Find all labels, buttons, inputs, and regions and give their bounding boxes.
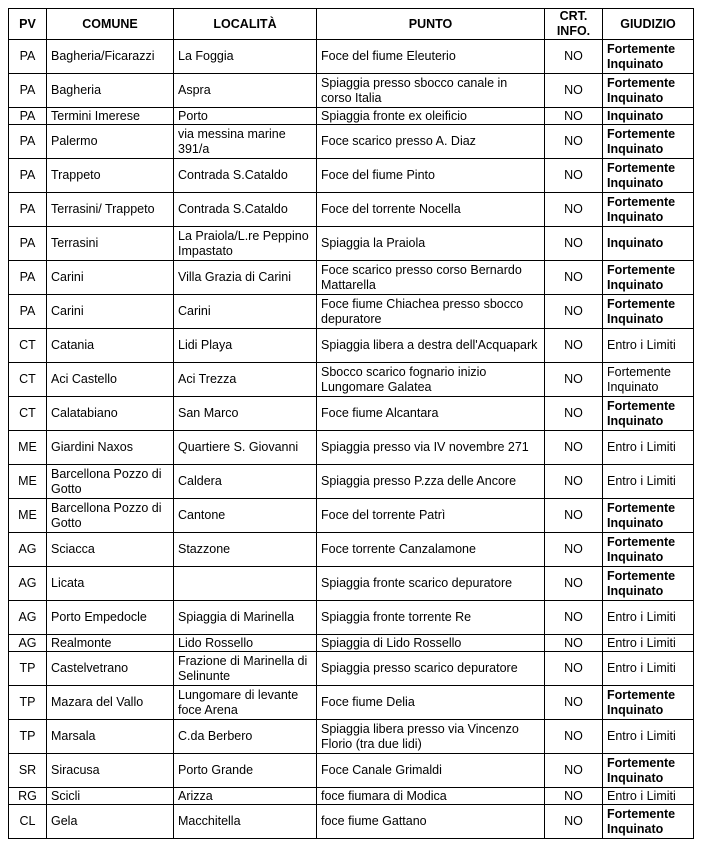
- cell-giudizio: Fortemente Inquinato: [603, 74, 694, 108]
- table-row: [9, 108, 694, 125]
- cell-punto: Foce fiume Delia: [317, 686, 545, 720]
- cell-comune: Carini: [47, 295, 174, 329]
- cell-punto: Foce Canale Grimaldi: [317, 754, 545, 788]
- cell-comune: Catania: [47, 329, 174, 363]
- cell-giudizio: Fortemente Inquinato: [603, 261, 694, 295]
- table-row: [9, 601, 694, 635]
- cell-punto: Foce del torrente Nocella: [317, 193, 545, 227]
- results-table: [8, 8, 694, 839]
- cell-giudizio: Fortemente Inquinato: [603, 499, 694, 533]
- cell-comune: Carini: [47, 261, 174, 295]
- cell-comune: Bagheria/Ficarazzi: [47, 40, 174, 74]
- table-row: [9, 125, 694, 159]
- cell-pv: PA: [9, 261, 47, 295]
- cell-crt-info: NO: [545, 788, 603, 805]
- cell-localita: Contrada S.Cataldo: [174, 193, 317, 227]
- table-row: [9, 788, 694, 805]
- cell-comune: Gela: [47, 805, 174, 839]
- cell-localita: Lidi Playa: [174, 329, 317, 363]
- cell-giudizio: Entro i Limiti: [603, 465, 694, 499]
- table-row: [9, 329, 694, 363]
- cell-localita: Spiaggia di Marinella: [174, 601, 317, 635]
- cell-crt-info: NO: [545, 720, 603, 754]
- cell-comune: Palermo: [47, 125, 174, 159]
- header-localita: LOCALITÀ: [174, 9, 317, 40]
- cell-crt-info: NO: [545, 601, 603, 635]
- cell-comune: Barcellona Pozzo di Gotto: [47, 465, 174, 499]
- cell-pv: PA: [9, 125, 47, 159]
- table-row: [9, 533, 694, 567]
- cell-punto: Foce del torrente Patrì: [317, 499, 545, 533]
- cell-crt-info: NO: [545, 159, 603, 193]
- cell-crt-info: NO: [545, 686, 603, 720]
- table-row: [9, 159, 694, 193]
- cell-crt-info: NO: [545, 74, 603, 108]
- cell-giudizio: Entro i Limiti: [603, 652, 694, 686]
- cell-pv: ME: [9, 431, 47, 465]
- table-row: [9, 261, 694, 295]
- header-punto: PUNTO: [317, 9, 545, 40]
- cell-punto: Spiaggia libera presso via Vincenzo Florio (tra due lidi): [317, 720, 545, 754]
- cell-punto: Spiaggia presso via IV novembre 271: [317, 431, 545, 465]
- cell-localita: Aspra: [174, 74, 317, 108]
- cell-comune: Siracusa: [47, 754, 174, 788]
- cell-punto: Sbocco scarico fognario inizio Lungomare Galatea: [317, 363, 545, 397]
- cell-crt-info: NO: [545, 227, 603, 261]
- cell-localita: Lido Rossello: [174, 635, 317, 652]
- cell-punto: Foce scarico presso A. Diaz: [317, 125, 545, 159]
- cell-localita: Macchitella: [174, 805, 317, 839]
- cell-comune: Terrasini: [47, 227, 174, 261]
- cell-punto: Foce torrente Canzalamone: [317, 533, 545, 567]
- cell-punto: Spiaggia di Lido Rossello: [317, 635, 545, 652]
- table-row: [9, 193, 694, 227]
- table-row: [9, 363, 694, 397]
- header-row: [9, 9, 694, 40]
- table-row: [9, 652, 694, 686]
- cell-comune: Termini Imerese: [47, 108, 174, 125]
- cell-giudizio: Entro i Limiti: [603, 329, 694, 363]
- cell-giudizio: Fortemente Inquinato: [603, 686, 694, 720]
- cell-crt-info: NO: [545, 108, 603, 125]
- cell-comune: Castelvetrano: [47, 652, 174, 686]
- table-row: [9, 805, 694, 839]
- table-row: [9, 754, 694, 788]
- cell-pv: PA: [9, 40, 47, 74]
- cell-pv: PA: [9, 193, 47, 227]
- cell-localita: Villa Grazia di Carini: [174, 261, 317, 295]
- cell-localita: La Foggia: [174, 40, 317, 74]
- cell-comune: Calatabiano: [47, 397, 174, 431]
- table-row: [9, 295, 694, 329]
- cell-punto: Foce del fiume Eleuterio: [317, 40, 545, 74]
- table-row: [9, 227, 694, 261]
- cell-crt-info: NO: [545, 465, 603, 499]
- cell-giudizio: Fortemente Inquinato: [603, 159, 694, 193]
- cell-pv: PA: [9, 295, 47, 329]
- cell-comune: Mazara del Vallo: [47, 686, 174, 720]
- cell-crt-info: NO: [545, 329, 603, 363]
- cell-pv: AG: [9, 635, 47, 652]
- cell-giudizio: Inquinato: [603, 227, 694, 261]
- cell-localita: Arizza: [174, 788, 317, 805]
- table-row: [9, 465, 694, 499]
- cell-punto: foce fiumara di Modica: [317, 788, 545, 805]
- cell-pv: ME: [9, 499, 47, 533]
- cell-crt-info: NO: [545, 499, 603, 533]
- cell-comune: Trappeto: [47, 159, 174, 193]
- cell-localita: Stazzone: [174, 533, 317, 567]
- cell-punto: Spiaggia fronte ex oleificio: [317, 108, 545, 125]
- cell-pv: RG: [9, 788, 47, 805]
- header-giudizio: GIUDIZIO: [603, 9, 694, 40]
- cell-crt-info: NO: [545, 652, 603, 686]
- cell-pv: AG: [9, 601, 47, 635]
- cell-punto: Spiaggia fronte scarico depuratore: [317, 567, 545, 601]
- cell-comune: Aci Castello: [47, 363, 174, 397]
- cell-crt-info: NO: [545, 805, 603, 839]
- cell-punto: Foce fiume Chiachea presso sbocco depuratore: [317, 295, 545, 329]
- cell-localita: C.da Berbero: [174, 720, 317, 754]
- table-row: [9, 397, 694, 431]
- cell-comune: Scicli: [47, 788, 174, 805]
- cell-crt-info: NO: [545, 40, 603, 74]
- cell-giudizio: Fortemente Inquinato: [603, 295, 694, 329]
- cell-punto: foce fiume Gattano: [317, 805, 545, 839]
- cell-giudizio: Entro i Limiti: [603, 635, 694, 652]
- cell-punto: Foce fiume Alcantara: [317, 397, 545, 431]
- cell-pv: PA: [9, 108, 47, 125]
- table-row: [9, 431, 694, 465]
- cell-localita: La Praiola/L.re Peppino Impastato: [174, 227, 317, 261]
- cell-giudizio: Entro i Limiti: [603, 431, 694, 465]
- cell-localita: Frazione di Marinella di Selinunte: [174, 652, 317, 686]
- cell-pv: CT: [9, 363, 47, 397]
- table-row: [9, 567, 694, 601]
- cell-punto: Spiaggia presso P.zza delle Ancore: [317, 465, 545, 499]
- cell-giudizio: Fortemente Inquinato: [603, 125, 694, 159]
- table-row: [9, 40, 694, 74]
- table-row: [9, 74, 694, 108]
- cell-pv: SR: [9, 754, 47, 788]
- cell-pv: PA: [9, 227, 47, 261]
- cell-punto: Spiaggia la Praiola: [317, 227, 545, 261]
- cell-crt-info: NO: [545, 754, 603, 788]
- cell-localita: Carini: [174, 295, 317, 329]
- cell-comune: Giardini Naxos: [47, 431, 174, 465]
- cell-localita: Quartiere S. Giovanni: [174, 431, 317, 465]
- cell-punto: Foce scarico presso corso Bernardo Mattarella: [317, 261, 545, 295]
- cell-localita: Cantone: [174, 499, 317, 533]
- cell-comune: Terrasini/ Trappeto: [47, 193, 174, 227]
- cell-localita: Contrada S.Cataldo: [174, 159, 317, 193]
- cell-localita: [174, 567, 317, 601]
- cell-comune: Licata: [47, 567, 174, 601]
- cell-pv: TP: [9, 652, 47, 686]
- cell-giudizio: Inquinato: [603, 108, 694, 125]
- cell-localita: Porto: [174, 108, 317, 125]
- cell-localita: via messina marine 391/a: [174, 125, 317, 159]
- cell-pv: TP: [9, 720, 47, 754]
- cell-crt-info: NO: [545, 125, 603, 159]
- cell-pv: ME: [9, 465, 47, 499]
- cell-crt-info: NO: [545, 635, 603, 652]
- cell-punto: Spiaggia presso scarico depuratore: [317, 652, 545, 686]
- cell-comune: Realmonte: [47, 635, 174, 652]
- cell-giudizio: Fortemente Inquinato: [603, 363, 694, 397]
- table-row: [9, 686, 694, 720]
- cell-localita: Aci Trezza: [174, 363, 317, 397]
- cell-giudizio: Fortemente Inquinato: [603, 533, 694, 567]
- cell-crt-info: NO: [545, 193, 603, 227]
- cell-giudizio: Fortemente Inquinato: [603, 40, 694, 74]
- cell-pv: PA: [9, 159, 47, 193]
- cell-pv: CT: [9, 329, 47, 363]
- cell-pv: AG: [9, 533, 47, 567]
- cell-pv: CL: [9, 805, 47, 839]
- cell-comune: Porto Empedocle: [47, 601, 174, 635]
- table-row: [9, 635, 694, 652]
- cell-crt-info: NO: [545, 295, 603, 329]
- cell-punto: Spiaggia fronte torrente Re: [317, 601, 545, 635]
- cell-crt-info: NO: [545, 363, 603, 397]
- table-row: [9, 499, 694, 533]
- cell-punto: Foce del fiume Pinto: [317, 159, 545, 193]
- cell-pv: AG: [9, 567, 47, 601]
- cell-crt-info: NO: [545, 397, 603, 431]
- header-pv: PV: [9, 9, 47, 40]
- cell-crt-info: NO: [545, 567, 603, 601]
- cell-pv: CT: [9, 397, 47, 431]
- cell-giudizio: Fortemente Inquinato: [603, 805, 694, 839]
- cell-localita: Caldera: [174, 465, 317, 499]
- cell-comune: Sciacca: [47, 533, 174, 567]
- cell-crt-info: NO: [545, 431, 603, 465]
- cell-localita: Porto Grande: [174, 754, 317, 788]
- cell-giudizio: Entro i Limiti: [603, 788, 694, 805]
- cell-giudizio: Entro i Limiti: [603, 601, 694, 635]
- table-row: [9, 720, 694, 754]
- cell-pv: PA: [9, 74, 47, 108]
- cell-giudizio: Fortemente Inquinato: [603, 754, 694, 788]
- cell-localita: Lungomare di levante foce Arena: [174, 686, 317, 720]
- cell-crt-info: NO: [545, 533, 603, 567]
- cell-pv: TP: [9, 686, 47, 720]
- cell-crt-info: NO: [545, 261, 603, 295]
- cell-giudizio: Fortemente Inquinato: [603, 397, 694, 431]
- cell-giudizio: Entro i Limiti: [603, 720, 694, 754]
- cell-punto: Spiaggia presso sbocco canale in corso Italia: [317, 74, 545, 108]
- table-body: [9, 40, 694, 839]
- cell-comune: Marsala: [47, 720, 174, 754]
- cell-comune: Bagheria: [47, 74, 174, 108]
- cell-punto: Spiaggia libera a destra dell'Acquapark: [317, 329, 545, 363]
- cell-localita: San Marco: [174, 397, 317, 431]
- header-crt-info: CRT. INFO.: [545, 9, 603, 40]
- cell-comune: Barcellona Pozzo di Gotto: [47, 499, 174, 533]
- header-comune: COMUNE: [47, 9, 174, 40]
- cell-giudizio: Fortemente Inquinato: [603, 193, 694, 227]
- cell-giudizio: Fortemente Inquinato: [603, 567, 694, 601]
